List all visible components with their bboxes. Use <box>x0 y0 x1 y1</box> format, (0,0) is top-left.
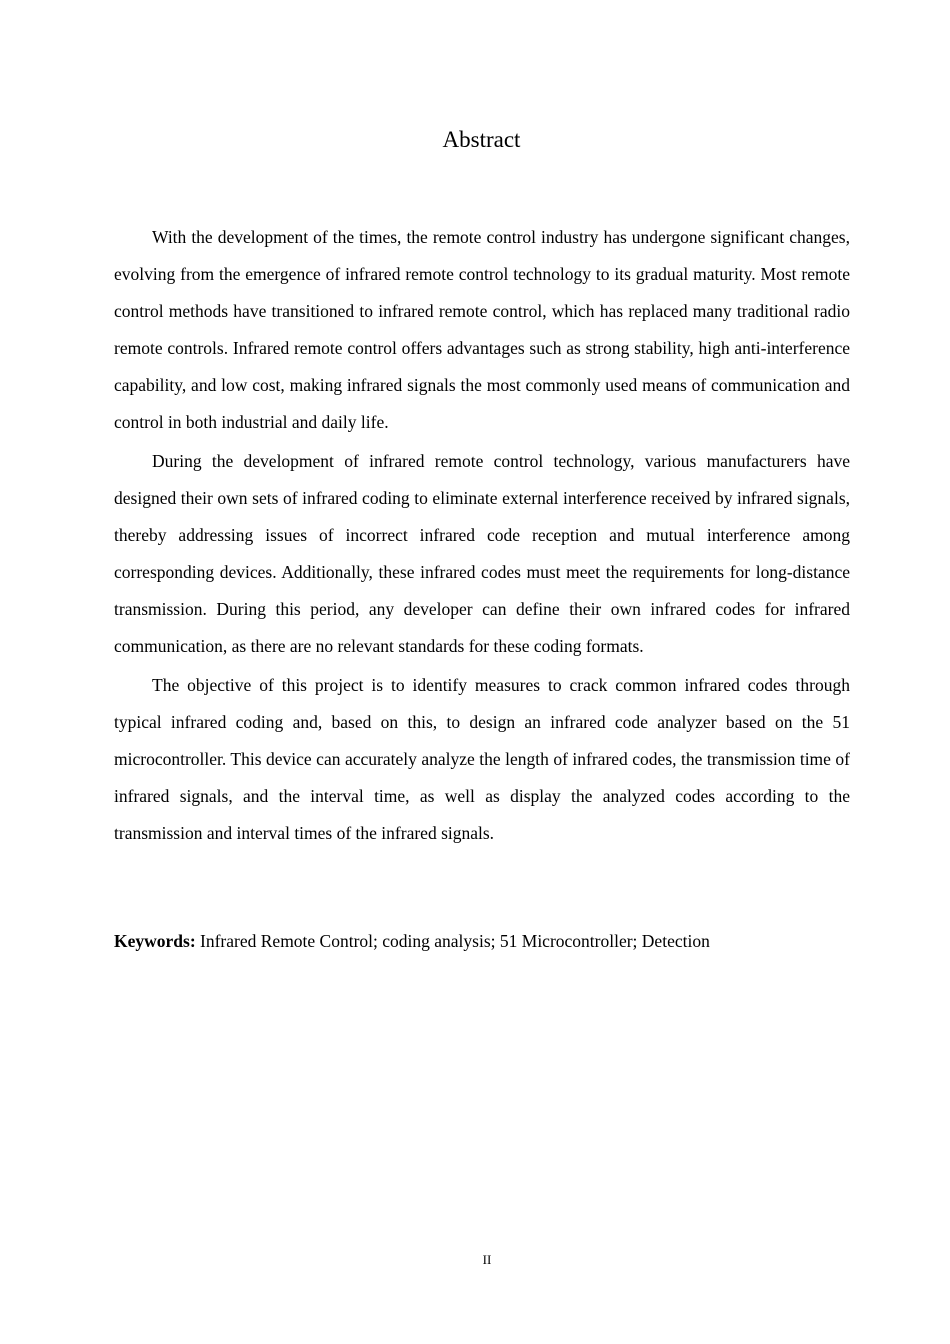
keywords-text: Infrared Remote Control; coding analysis; 51 Microcontroller; Detection <box>200 931 710 951</box>
abstract-body <box>114 219 850 854</box>
abstract-paragraph-2: During the development of infrared remote control technology, various manufacturers have designed their own sets of infrared coding to eliminate external interference received by infrared signals, thereby addressing issues of incorrect infrared code reception and mutual interference among corresponding devices. Additionally, these infrared codes must meet the requirements for long-distance transmission. During this period, any developer can define their own infrared codes for infrared communication, as there are no relevant standards for these coding formats. <box>114 451 850 656</box>
abstract-paragraph-1: With the development of the times, the remote control industry has undergone significant changes, evolving from the emergence of infrared remote control technology to its gradual maturity. Most remote control methods have transitioned to infrared remote control, which has replaced many traditional radio remote controls. Infrared remote control offers advantages such as strong stability, high anti-interference capability, and low cost, making infrared signals the most commonly used means of communication and control in both industrial and daily life. <box>114 227 850 432</box>
keywords-label: Keywords: <box>114 931 196 951</box>
keywords-line <box>114 927 850 955</box>
page-number: II <box>482 1252 492 1267</box>
abstract-paragraph-3: The objective of this project is to identify measures to crack common infrared codes through typical infrared coding and, based on this, to design an infrared code analyzer based on the 51 microcontroller. This device can accurately analyze the length of infrared codes, the transmission time of infrared signals, and the interval time, as well as display the analyzed codes according to the transmission and interval times of the infrared signals. <box>114 675 850 843</box>
page-title: Abstract <box>442 127 521 152</box>
